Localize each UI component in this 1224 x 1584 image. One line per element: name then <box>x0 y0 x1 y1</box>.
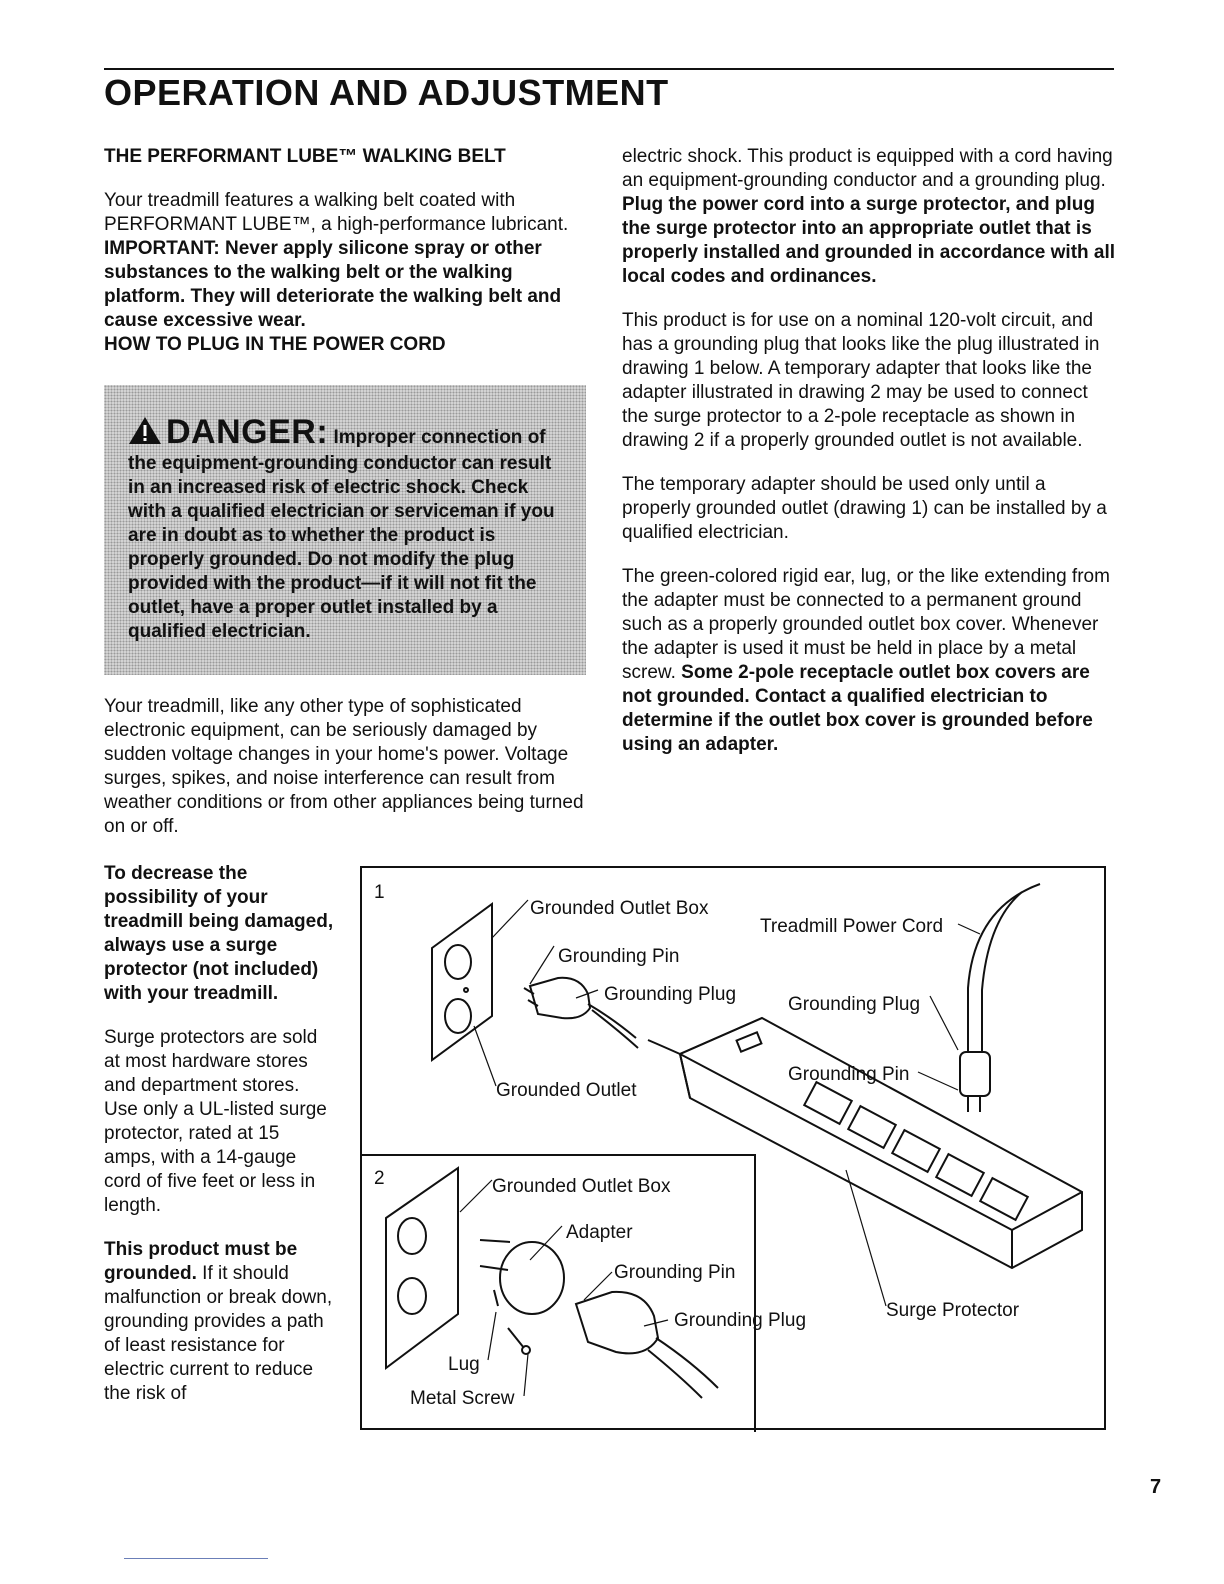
section-heading-walking-belt: THE PERFORMANT LUBE™ WALKING BELT <box>104 146 506 167</box>
label-metal-screw: Metal Screw <box>410 1388 515 1409</box>
grounding-paragraph: This product must be grounded. If it should malfunction or break down, grounding provides a path of least resistance for electric current to reduce the risk of <box>104 1239 333 1404</box>
danger-message: Improper connection of the equipment-grounding conductor can result in an increased risk of electric shock. Check with a qualified electrician or serviceman if you are in doubt as to whether the product is properly grounded. Do not modify the plug provided with the product—if it will not fit the outlet, have a proper outlet installed by a qualified electrician. <box>128 427 555 642</box>
voltage-circuit-paragraph: This product is for use on a nominal 120-volt circuit, and has a grounding plug that looks like the plug illustrated in drawing 1 below. A temporary adapter that looks like the adapter illustrated in drawing 2 may be used to connect the surge protector to a 2-pole receptacle as shown in drawing 2 if a properly grounded outlet is not available. <box>622 310 1100 451</box>
label-grounded-outlet-box-2: Grounded Outlet Box <box>492 1176 671 1197</box>
right-column <box>622 145 1117 757</box>
drawing-2-number: 2 <box>374 1168 385 1189</box>
label-grounding-pin-2: Grounding Pin <box>614 1262 736 1283</box>
label-treadmill-power-cord: Treadmill Power Cord <box>760 916 944 937</box>
voltage-surge-paragraph: Your treadmill, like any other type of sophisticated electronic equipment, can be seriously damaged by sudden voltage changes in your home's power. Voltage surges, spikes, and noise interference can result from weather conditions or from other appliances being turned on or off. <box>104 696 584 837</box>
warning-triangle-icon <box>128 415 162 452</box>
danger-label: DANGER: <box>166 413 329 451</box>
outlet-plate-1 <box>432 904 492 1060</box>
grounding-plug-1 <box>530 978 590 1018</box>
surge-protector-notice: To decrease the possibility of your treadmill being damaged, always use a surge protector (not included) with your treadmill. <box>104 863 334 1004</box>
top-rule <box>104 68 1114 70</box>
drawing-1-number: 1 <box>374 882 385 903</box>
cord-1 <box>588 1004 636 1038</box>
grounding-diagram <box>360 866 1106 1430</box>
label-grounding-plug-right: Grounding Plug <box>788 994 921 1015</box>
footer-line <box>124 1558 268 1559</box>
temporary-adapter-paragraph: The temporary adapter should be used only until a properly grounded outlet (drawing 1) can be installed by a qualified electrician. <box>622 474 1107 543</box>
receptacle-1a <box>445 945 471 979</box>
label-grounded-outlet: Grounded Outlet <box>496 1080 637 1101</box>
left-column <box>104 145 594 839</box>
treadmill-cord <box>968 884 1040 1052</box>
green-ear-paragraph: The green-colored rigid ear, lug, or the like extending from the adapter must be connected to a permanent ground such as a properly grounded outlet box cover. Whenever the adapter is used it must be held in place by a metal screw. Some 2-pole receptacle outlet box covers are not grounded. Contact a qualified electrician to determine if the outlet box cover is grounded before using an adapter. <box>622 566 1110 755</box>
treadmill-plug <box>960 1052 990 1096</box>
label-grounding-plug-2: Grounding Plug <box>674 1310 807 1331</box>
surge-protector-info: Surge protectors are sold at most hardware stores and department stores. Use only a UL-listed surge protector, rated at 15 amps, with a 14-gauge cord of five feet or less in length. <box>104 1027 327 1216</box>
label-grounding-pin-1: Grounding Pin <box>558 946 680 967</box>
narrow-column <box>104 862 336 1406</box>
walking-belt-paragraph: Your treadmill features a walking belt coated with PERFORMANT LUBE™, a high-performance lubricant. IMPORTANT: Never apply silicone spray or other substances to the walking belt or the walking platform. They will deteriorate the walking belt and cause excessive wear. <box>104 190 569 331</box>
label-lug: Lug <box>448 1354 480 1375</box>
label-grounded-outlet-box-1: Grounded Outlet Box <box>530 898 709 919</box>
label-grounding-pin-right: Grounding Pin <box>788 1064 910 1085</box>
label-adapter: Adapter <box>566 1222 633 1243</box>
danger-text <box>128 415 562 644</box>
page-number: 7 <box>1150 1476 1162 1498</box>
label-grounding-plug-1: Grounding Plug <box>604 984 737 1005</box>
page-title: OPERATION AND ADJUSTMENT <box>104 72 669 113</box>
plate-screw-1 <box>464 988 468 992</box>
grounding-plug-paragraph: electric shock. This product is equipped with a cord having an equipment-grounding conductor and a grounding plug. Plug the power cord into a surge protector, and plug the surge protector into an appropriate outlet that is properly installed and grounded in accordance with all local codes and ordinances. <box>622 146 1116 287</box>
label-surge-protector: Surge Protector <box>886 1300 1020 1321</box>
power-switch <box>737 1032 762 1051</box>
receptacle-1b <box>445 999 471 1033</box>
section-heading-power-cord: HOW TO PLUG IN THE POWER CORD <box>104 334 446 355</box>
danger-box <box>104 385 586 675</box>
